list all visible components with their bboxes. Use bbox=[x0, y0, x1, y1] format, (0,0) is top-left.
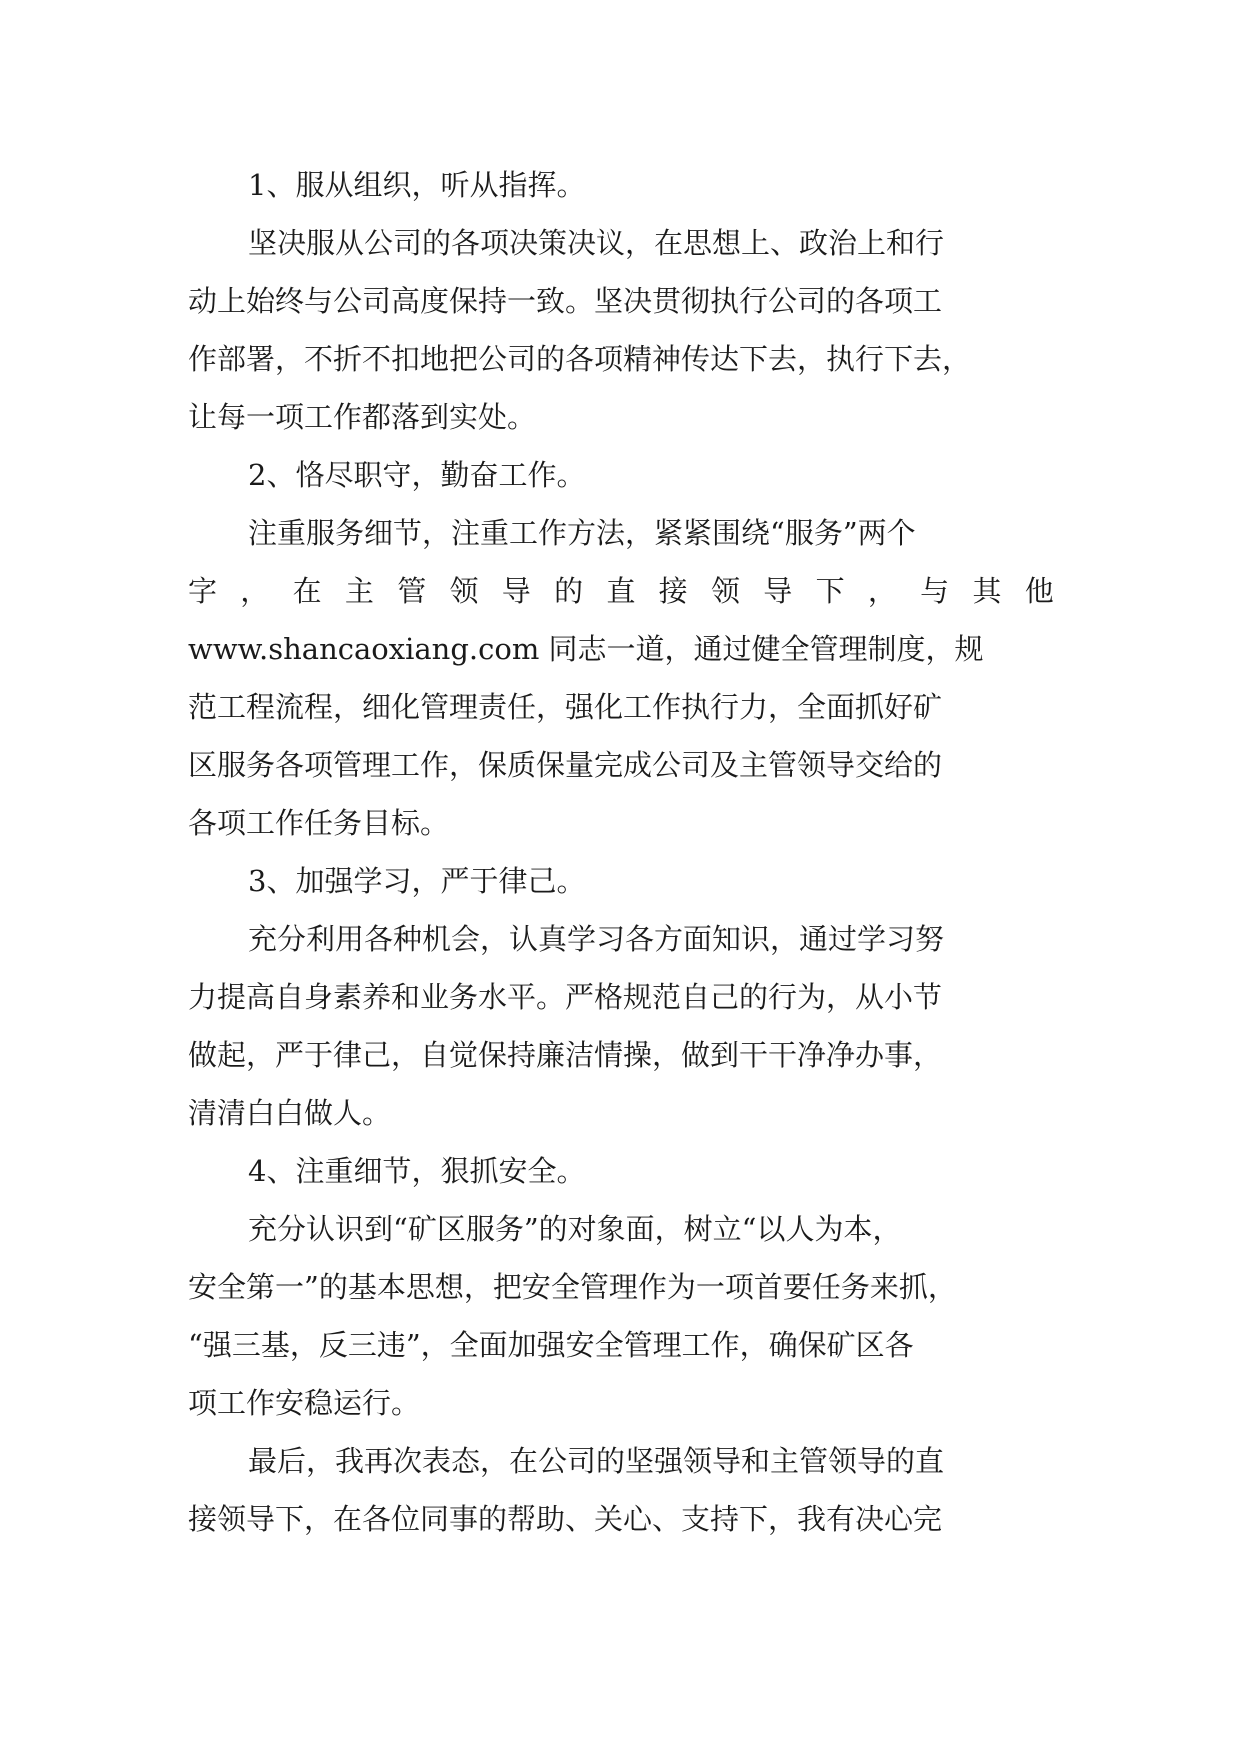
justified-char: ， bbox=[240, 574, 270, 608]
justified-char: 接 bbox=[658, 574, 688, 608]
paragraph-line: www.shancaoxiang.com 同志一道，通过健全管理制度，规 bbox=[188, 632, 984, 666]
paragraph-line: 作部署，不折不扣地把公司的各项精神传达下去，执行下去， bbox=[188, 342, 972, 376]
paragraph-line: 让每一项工作都落到实处。 bbox=[188, 400, 537, 434]
justified-char: 领 bbox=[449, 574, 479, 608]
justified-char: 导 bbox=[763, 574, 793, 608]
justified-char: 的 bbox=[554, 574, 584, 608]
paragraph-line: 动上始终与公司高度保持一致。坚决贯彻执行公司的各项工 bbox=[188, 284, 943, 318]
paragraph-line: 坚决服从公司的各项决策决议，在思想上、政治上和行 bbox=[248, 226, 945, 260]
heading-1: 1、服从组织，听从指挥。 bbox=[248, 168, 586, 202]
justified-char: ， bbox=[867, 574, 897, 608]
paragraph-line: 清清白白做人。 bbox=[188, 1096, 392, 1130]
paragraph-line: 注重服务细节，注重工作方法，紧紧围绕“服务”两个 bbox=[248, 516, 916, 550]
justified-char: 领 bbox=[710, 574, 740, 608]
paragraph-line: 充分认识到“矿区服务”的对象面，树立“以人为本， bbox=[248, 1212, 902, 1246]
paragraph-line: 区服务各项管理工作，保质保量完成公司及主管领导交给的 bbox=[188, 748, 943, 782]
paragraph-line: 接领导下，在各位同事的帮助、关心、支持下，我有决心完 bbox=[188, 1502, 943, 1536]
paragraph-line: 各项工作任务目标。 bbox=[188, 806, 450, 840]
paragraph-line: “强三基，反三违”，全面加强安全管理工作，确保矿区各 bbox=[188, 1328, 914, 1362]
justified-char: 字 bbox=[188, 574, 218, 608]
paragraph-line: 最后，我再次表态，在公司的坚强领导和主管领导的直 bbox=[248, 1444, 945, 1478]
justified-char: 导 bbox=[501, 574, 531, 608]
paragraph-line: 项工作安稳运行。 bbox=[188, 1386, 421, 1420]
heading-2: 2、恪尽职守，勤奋工作。 bbox=[248, 458, 586, 492]
paragraph-line: 做起，严于律己，自觉保持廉洁情操，做到干干净净办事， bbox=[188, 1038, 943, 1072]
justified-char: 管 bbox=[397, 574, 427, 608]
paragraph-line: 安全第一”的基本思想，把安全管理作为一项首要任务来抓， bbox=[188, 1270, 957, 1304]
justified-char: 直 bbox=[606, 574, 636, 608]
justified-char: 主 bbox=[344, 574, 374, 608]
paragraph-line: 力提高自身素养和业务水平。严格规范自己的行为，从小节 bbox=[188, 980, 943, 1014]
heading-3: 3、加强学习，严于律己。 bbox=[248, 864, 586, 898]
paragraph-line: 充分利用各种机会，认真学习各方面知识，通过学习努 bbox=[248, 922, 945, 956]
justified-char: 其 bbox=[972, 574, 1002, 608]
justified-char: 在 bbox=[292, 574, 322, 608]
heading-4: 4、注重细节，狠抓安全。 bbox=[248, 1154, 586, 1188]
justified-char: 他 bbox=[1024, 574, 1054, 608]
justified-char: 与 bbox=[920, 574, 950, 608]
paragraph-line-justified bbox=[188, 562, 1054, 620]
justified-char: 下 bbox=[815, 574, 845, 608]
document-page bbox=[188, 156, 1054, 1548]
paragraph-line: 范工程流程，细化管理责任，强化工作执行力，全面抓好矿 bbox=[188, 690, 943, 724]
